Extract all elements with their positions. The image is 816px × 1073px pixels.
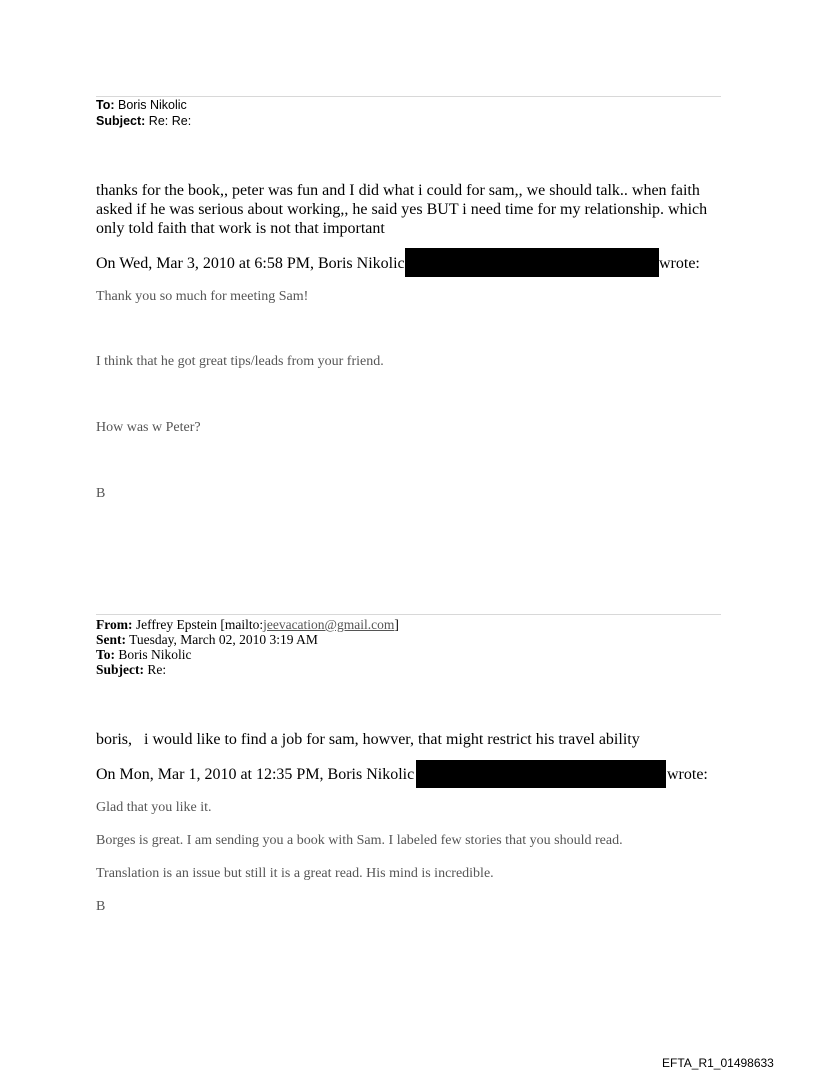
document-id: EFTA_R1_01498633	[662, 1056, 774, 1070]
to-line	[96, 98, 187, 113]
from-email-link[interactable]: jeevacation@gmail.com	[263, 617, 395, 632]
to-label: To:	[96, 647, 116, 662]
quoted-line: B	[96, 486, 106, 501]
quote-attribution: On Mon, Mar 1, 2010 at 12:35 PM, Boris Nikolic	[96, 766, 415, 783]
quoted-line: Glad that you like it.	[96, 800, 212, 815]
quoted-line: Thank you so much for meeting Sam!	[96, 289, 309, 304]
subject-label: Subject:	[96, 114, 146, 128]
quoted-line: How was w Peter?	[96, 420, 201, 435]
header-divider-top	[96, 96, 721, 97]
quoted-line: I think that he got great tips/leads from your friend.	[96, 354, 384, 369]
message-line: asked if he was serious about working,, he said yes BUT i need time for my relationship. which	[96, 201, 708, 218]
quoted-line: Translation is an issue but still it is a great read. His mind is incredible.	[96, 866, 494, 881]
quoted-line: B	[96, 899, 106, 914]
quote-attribution: On Wed, Mar 3, 2010 at 6:58 PM, Boris Nikolic	[96, 255, 405, 272]
subject-value: Re: Re:	[148, 114, 192, 128]
redaction-block	[405, 248, 659, 277]
to-label: To:	[96, 98, 115, 112]
subject-value: Re:	[147, 662, 167, 677]
sent-label: Sent:	[96, 632, 126, 647]
to-line	[96, 647, 192, 662]
from-close: ]	[394, 617, 399, 632]
from-label: From:	[96, 617, 133, 632]
to-value: Boris Nikolic	[118, 647, 192, 662]
quote-attribution-wrote: wrote:	[667, 766, 708, 783]
message-line: thanks for the book,, peter was fun and I did what i could for sam,, we should talk.. when faith	[96, 182, 700, 199]
redaction-block	[416, 760, 666, 788]
sent-value: Tuesday, March 02, 2010 3:19 AM	[129, 632, 318, 647]
header-divider-middle	[96, 614, 721, 615]
quote-attribution-wrote: wrote:	[659, 255, 700, 272]
to-value: Boris Nikolic	[118, 98, 187, 112]
subject-line	[96, 662, 166, 677]
subject-line	[96, 114, 191, 129]
subject-label: Subject:	[96, 662, 144, 677]
message-line: boris, i would like to find a job for sam, howver, that might restrict his travel ability	[96, 731, 640, 748]
quoted-line: Borges is great. I am sending you a book with Sam. I labeled few stories that you should read.	[96, 833, 623, 848]
message-line: only told faith that work is not that important	[96, 220, 385, 237]
sent-line	[96, 632, 318, 647]
from-value: Jeffrey Epstein [mailto:	[135, 617, 264, 632]
from-line	[96, 617, 399, 632]
